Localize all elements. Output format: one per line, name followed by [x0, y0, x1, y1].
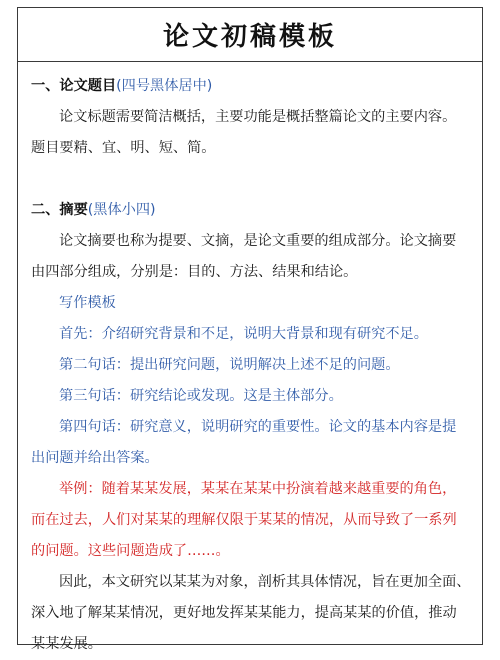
- conclusion-line: 深入地了解某某情况，更好地发挥某某能力，提高某某的价值，推动: [31, 605, 457, 621]
- section2-hint: (黑体小四): [87, 202, 156, 218]
- section1-hint: (四号黑体居中): [116, 78, 213, 94]
- template-line: 首先：介绍研究背景和不足，说明大背景和现有研究不足。: [59, 326, 428, 342]
- section2-heading-line: [31, 195, 471, 226]
- title-row: [18, 8, 482, 62]
- section1-para-line: 题目要精、宜、明、短、简。: [31, 140, 216, 156]
- page-title: 论文初稿模板: [162, 22, 337, 52]
- section1-para-line: 论文标题需要简洁概括，主要功能是概括整篇论文的主要内容。: [59, 109, 457, 125]
- template-line: 第四句话：研究意义，说明研究的重要性。论文的基本内容是提: [59, 419, 457, 435]
- template-sheet: [17, 7, 483, 652]
- template-line: 出问题并给出答案。: [31, 450, 159, 466]
- section1-heading-line: [31, 71, 471, 102]
- template-line: 第二句话：提出研究问题，说明解决上述不足的问题。: [59, 357, 400, 373]
- template-label: 写作模板: [59, 295, 116, 311]
- section1-heading: 一、论文题目: [31, 78, 117, 94]
- template-line: 第三句话：研究结论或发现。这是主体部分。: [59, 388, 343, 404]
- conclusion-line: 因此，本文研究以某某为对象，剖析其具体情况，旨在更加全面、: [59, 574, 471, 590]
- section2-para-line: 论文摘要也称为提要、文摘，是论文重要的组成部分。论文摘要: [59, 233, 457, 249]
- example-line: 的问题。这些问题造成了……。: [31, 543, 230, 559]
- document-body: [18, 62, 482, 660]
- conclusion-line: 某某发展。: [31, 636, 102, 652]
- section2-para-line: 由四部分组成，分别是：目的、方法、结果和结论。: [31, 264, 358, 280]
- example-line: 举例：随着某某发展，某某在某某中扮演着越来越重要的角色，: [59, 481, 457, 497]
- section2-heading: 二、摘要: [31, 202, 88, 218]
- example-line: 而在过去，人们对某某的理解仅限于某某的情况，从而导致了一系列: [31, 512, 457, 528]
